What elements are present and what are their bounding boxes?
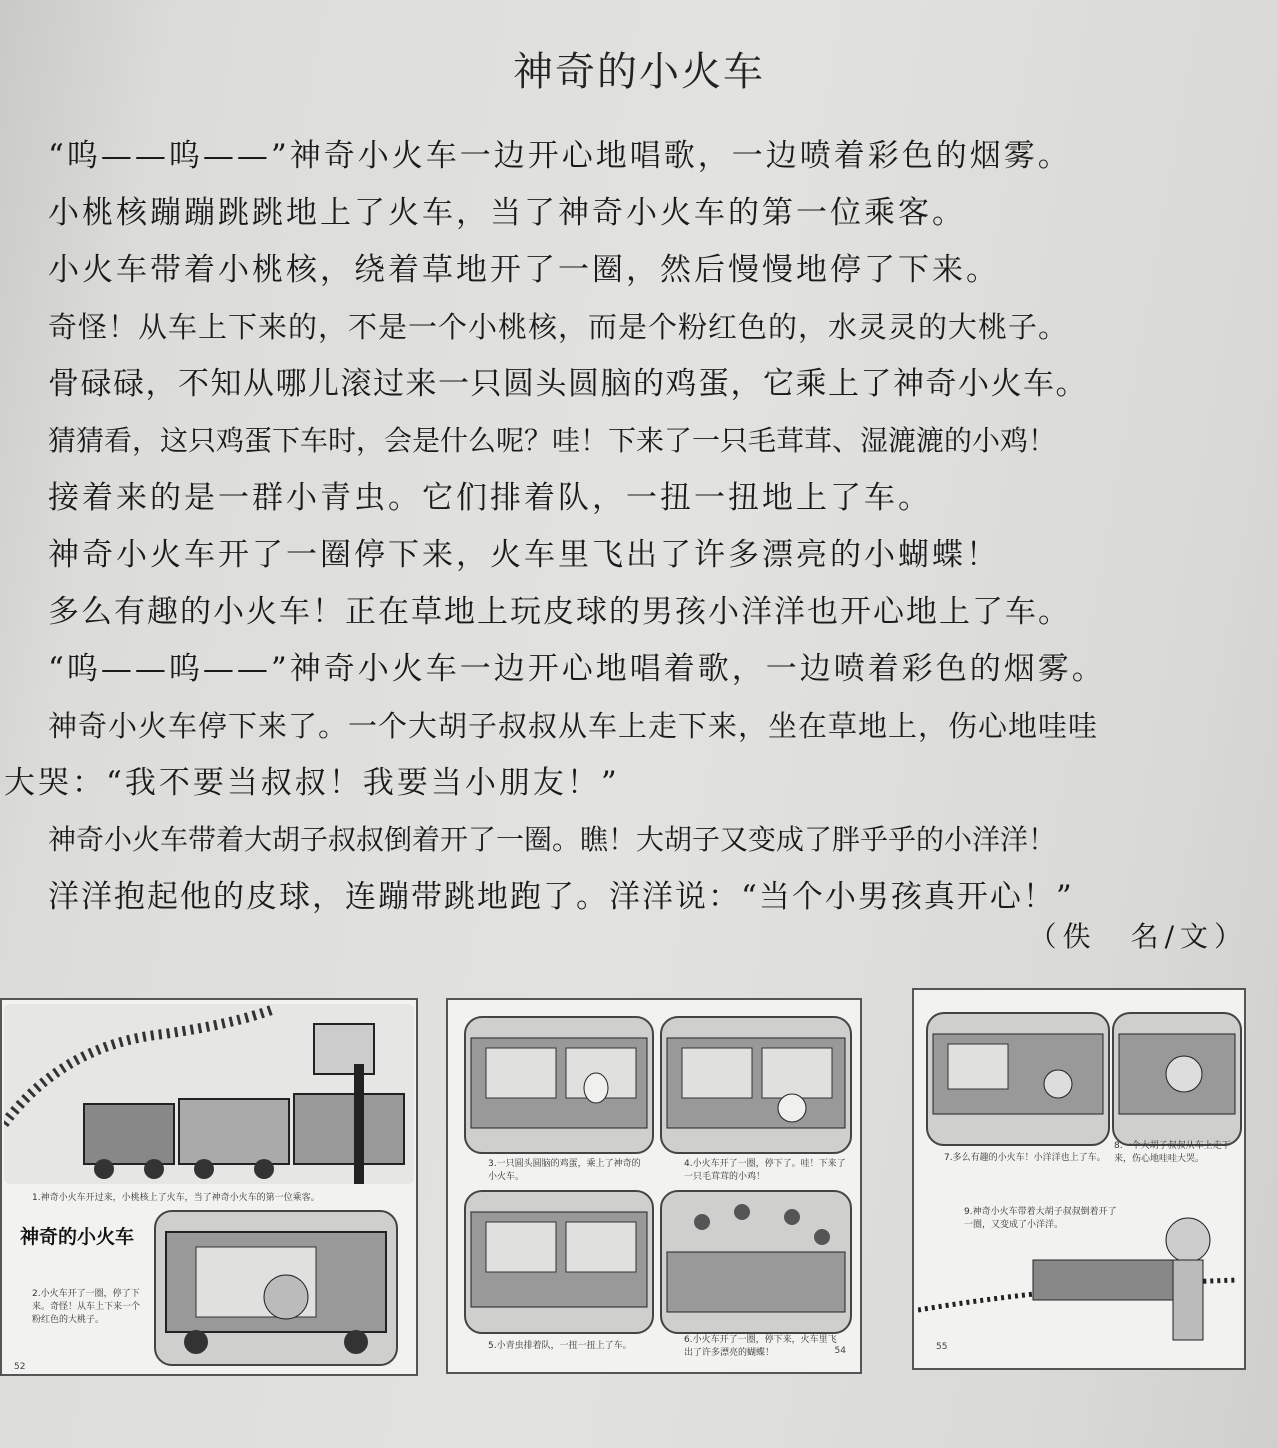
caption-8: 8.一个大胡子叔叔从车上走下来，伤心地哇哇大哭。	[1114, 1141, 1231, 1164]
train-car-illustration	[154, 1210, 398, 1366]
caption-1: 1.神奇小火车开过来，小桃核上了火车，当了神奇小火车的第一位乘客。	[32, 1193, 320, 1203]
story-line-4: 奇怪！从车上下来的，不是一个小桃核，而是个粉红色的，水灵灵的大桃子。	[48, 310, 1069, 344]
story-line-9: 多么有趣的小火车！正在草地上玩皮球的男孩小洋洋也开心地上了车。	[48, 594, 1071, 630]
egg-train-frame	[464, 1016, 654, 1154]
chick-train-image	[662, 1018, 850, 1152]
story-line-11: 神奇小火车停下来了。一个大胡子叔叔从车上走下来，坐在草地上，伤心地哇哇	[48, 709, 1099, 743]
story-line-6: 猜猜看，这只鸡蛋下车时，会是什么呢？哇！下来了一只毛茸茸、湿漉漉的小鸡！	[48, 424, 1057, 457]
final-scene-frame	[918, 1170, 1238, 1360]
caption-5: 5.小青虫排着队，一扭一扭上了车。	[488, 1341, 632, 1351]
illustration-page-2	[446, 998, 862, 1374]
story-line-7: 接着来的是一群小青虫。它们排着队，一扭一扭地上了车。	[48, 480, 932, 516]
bearded-man-frame	[1112, 1012, 1242, 1146]
train-track-illustration	[4, 1004, 414, 1184]
final-scene-image	[918, 1170, 1238, 1360]
butterfly-train-frame	[660, 1190, 852, 1334]
caterpillar-train-image	[466, 1192, 652, 1332]
caption-9: 9.神奇小火车带着大胡子叔叔倒着开了一圈，又变成了小洋洋。	[964, 1207, 1117, 1230]
story-line-1: “呜——呜——”神奇小火车一边开心地唱歌，一边喷着彩色的烟雾。	[48, 138, 1072, 174]
story-line-2: 小桃核蹦蹦跳跳地上了火车，当了神奇小火车的第一位乘客。	[48, 195, 966, 231]
caterpillar-train-frame	[464, 1190, 654, 1334]
boy-train-frame	[926, 1012, 1110, 1146]
train-image	[4, 1004, 414, 1184]
page-number-2: 54	[834, 1346, 846, 1356]
bearded-man-image	[1114, 1014, 1240, 1144]
story-line-14: 洋洋抱起他的皮球，连蹦带跳地跑了。洋洋说：“当个小男孩真开心！”	[48, 879, 1074, 915]
illustration-page-1	[0, 998, 418, 1376]
illustration-page-3	[912, 988, 1246, 1370]
page-number-1: 52	[14, 1362, 26, 1372]
peach-in-train-image	[156, 1212, 396, 1364]
page-number-3: 55	[936, 1342, 948, 1352]
butterfly-train-image	[662, 1192, 850, 1332]
caption-7: 7.多么有趣的小火车！小洋洋也上了车。	[944, 1153, 1106, 1163]
story-line-10: “呜——呜——”神奇小火车一边开心地唱着歌，一边喷着彩色的烟雾。	[48, 651, 1106, 687]
story-line-3: 小火车带着小桃核，绕着草地开了一圈，然后慢慢地停了下来。	[48, 252, 1000, 288]
author-credit: （佚 名/文）	[1028, 920, 1248, 953]
chick-train-frame	[660, 1016, 852, 1154]
boy-train-image	[928, 1014, 1108, 1144]
caption-6: 6.小火车开了一圈，停下来，火车里飞出了许多漂亮的蝴蝶！	[684, 1335, 837, 1358]
egg-train-image	[466, 1018, 652, 1152]
story-line-5: 骨碌碌，不知从哪儿滚过来一只圆头圆脑的鸡蛋，它乘上了神奇小火车。	[48, 366, 1088, 402]
book-title: 神奇的小火车	[20, 1226, 135, 1248]
caption-4: 4.小火车开了一圈，停下了。哇！下来了一只毛茸茸的小鸡！	[684, 1159, 846, 1182]
story-line-12: 大哭：“我不要当叔叔！我要当小朋友！”	[4, 765, 620, 801]
caption-2: 2.小火车开了一圈，停了下来。奇怪！从车上下来一个粉红色的大桃子。	[32, 1289, 141, 1325]
story-line-13: 神奇小火车带着大胡子叔叔倒着开了一圈。瞧！大胡子又变成了胖乎乎的小洋洋！	[48, 823, 1057, 856]
caption-3: 3.一只圆头圆脑的鸡蛋，乘上了神奇的小火车。	[488, 1159, 641, 1182]
story-line-8: 神奇小火车开了一圈停下来，火车里飞出了许多漂亮的小蝴蝶！	[48, 537, 1000, 573]
story-title: 神奇的小火车	[513, 49, 765, 95]
